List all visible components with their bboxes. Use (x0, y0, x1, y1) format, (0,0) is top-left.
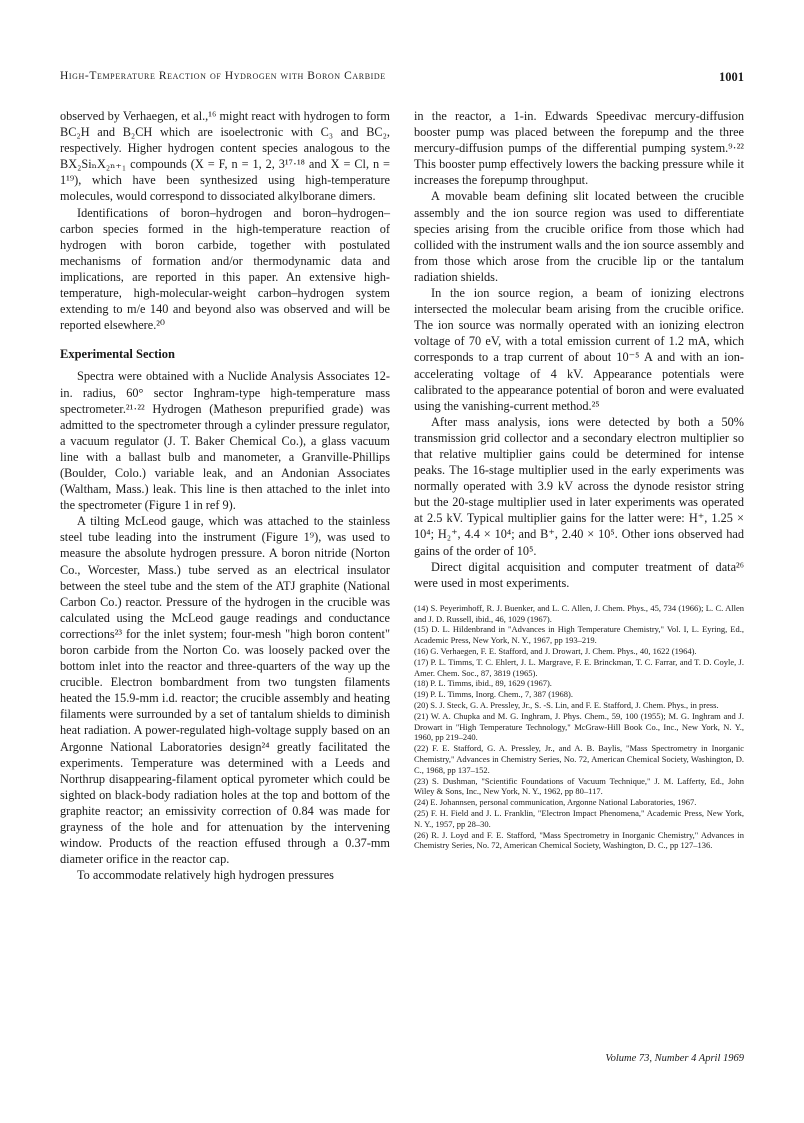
paragraph: observed by Verhaegen, et al.,¹⁶ might react with hydrogen to form BC₂H and B₂CH which are isoelectronic with C₃ and BC₂, respectively. Higher hydrogen content species analogous to the BX₂SiₙX₂ₙ₊₁ compounds (X = F, n = 1, 2, 3¹⁷·¹⁸ and X = Cl, n = 1¹⁹), which have been synthesized using high-temperature molecules, would correspond to dissociated alkylborane dimers. (60, 109, 390, 204)
paragraph: To accommodate relatively high hydrogen pressures (77, 868, 334, 883)
references-list (414, 603, 744, 851)
paragraph: In the ion source region, a beam of ionizing electrons intersected the molecular beam arising from the crucible orifice. The ion source was normally operated with an ionizing electron voltage of 70 eV, with a total emission current of 1.2 mA, which corresponds to a trap current of about 10⁻⁵ A and with an ion-accelerating voltage of 4 kV. Appearance potentials were calibrated to the appearance potential of boron and were evaluated using the vanishing-current method.²⁵ (414, 286, 744, 413)
reference-item: (14) S. Peyerimhoff, R. J. Buenker, and L. C. Allen, J. Chem. Phys., 45, 734 (1966); L. C. Allen and J. D. Russell, ibid., 46, 1029 (1967). (414, 602, 744, 624)
paragraph: in the reactor, a 1-in. Edwards Speedivac mercury-diffusion booster pump was placed between the forepump and the three mercury-diffusion pumps of the differential pumping system.⁹·²² This booster pump effectively lowers the backing pressure while it increases the forepump throughput. (414, 109, 744, 188)
reference-item: (16) G. Verhaegen, F. E. Stafford, and J. Drowart, J. Chem. Phys., 40, 1622 (1964). (414, 646, 697, 656)
page-header (60, 70, 744, 90)
reference-item: (22) F. E. Stafford, G. A. Pressley, Jr., and A. B. Baylis, "Mass Spectrometry in Inorganic Chemistry," Advances in Chemistry Series, No. 72, American Chemical Society, Washington, D. C., 1968, pp 137–152. (414, 743, 744, 775)
paragraph: A movable beam defining slit located between the crucible assembly and the ion source region was used to differentiate species arising from the crucible orifice from those which had collided with the instrument walls and the ion source assembly and from those which arose from the crucible lip or the tantalum radiation shields. (414, 189, 744, 284)
reference-item: (25) F. H. Field and J. L. Franklin, "Electron Impact Phenomena," Academic Press, New York, N. Y., 1957, pp 28–30. (414, 807, 744, 829)
reference-item: (19) P. L. Timms, Inorg. Chem., 7, 387 (1968). (414, 689, 573, 700)
paragraph: Direct digital acquisition and computer treatment of data²⁶ were used in most experiments. (414, 559, 744, 590)
left-column (60, 108, 390, 883)
reference-item: (15) D. L. Hildenbrand in "Advances in High Temperature Chemistry," Vol. I, L. Eyring, Ed., Academic Press, New York, N. Y., 1967, pp 193–219. (414, 624, 744, 646)
paragraph: Identifications of boron–hydrogen and boron–hydrogen–carbon species formed in the high-temperature reaction of hydrogen with boron carbide, together with postulated mechanisms of formation and/or thermodynamic data and implications, are reported in this paper. An extensive high-temperature, high-molecular-weight carbon–hydrogen system extending to m/e 140 and beyond also was observed and will be reported elsewhere.²⁰ (60, 205, 390, 333)
running-title: High-Temperature Reaction of Hydrogen with Boron Carbide (60, 70, 386, 82)
reference-item: (26) R. J. Loyd and F. E. Stafford, "Mass Spectrometry in Inorganic Chemistry," Advances in Chemistry Series, No. 72, American Chemical Society, Washington, D. C., pp 127–136. (414, 829, 744, 851)
reference-item: (21) W. A. Chupka and M. G. Inghram, J. Phys. Chem., 59, 100 (1955); M. G. Inghram and J. Drowart in "High Temperature Technology," McGraw-Hill Book Co., Inc., New York, N. Y., 1960, pp 219–240. (414, 710, 744, 743)
paragraph: After mass analysis, ions were detected by both a 50% transmission grid collector and a secondary electron multiplier so that relative multiplier gains could be determined for intense peaks. The 16-stage multiplier used in the early experiments was normally operated with 3.9 kV across the dynode resistor string but the 20-stage multiplier used in later experiments was operated at 2.5 kV. Typical multiplier gains for the latter were: H⁺, 1.25 × 10⁴; H₂⁺, 4.4 × 10⁴; and B⁺, 2.40 × 10⁵. Other ions observed had gains of the order of 10⁵. (414, 414, 744, 558)
page-number: 1001 (719, 70, 744, 84)
reference-item: (24) E. Johannsen, personal communication, Argonne National Laboratories, 1967. (414, 797, 697, 808)
paragraph: Spectra were obtained with a Nuclide Analysis Associates 12-in. radius, 60° sector Inghram-type high-temperature mass spectrometer.²¹·²² Hydrogen (Matheson prepurified grade) was admitted to the spectrometer through a cylinder pressure regulator, a vacuum regulator (J. T. Baker Chemical Co.), a glass vacuum line with a ballast bulb and manometer, a Granville-Phillips (Boulder, Colo.) variable leak, and an Andonian Associates (Waltham, Mass.) leak. This line is then attached to the inlet into the spectrometer (Figure 1 in ref 9). (60, 369, 390, 513)
reference-item: (18) P. L. Timms, ibid., 89, 1629 (1967). (414, 678, 552, 689)
reference-item: (20) S. J. Steck, G. A. Pressley, Jr., S. -S. Lin, and F. E. Stafford, J. Chem. Phys., in press. (414, 699, 719, 710)
journal-footer: Volume 73, Number 4 April 1969 (605, 1053, 744, 1064)
reference-item: (23) S. Dushman, "Scientific Foundations of Vacuum Technique," J. M. Lafferty, Ed., John Wiley & Sons, Inc., New York, N. Y., 1962, pp 80–117. (414, 775, 744, 797)
section-heading: Experimental Section (60, 347, 175, 362)
right-column (414, 108, 744, 851)
paragraph: A tilting McLeod gauge, which was attached to the stainless steel tube leading into the instrument (Figure 1⁹), was used to measure the absolute hydrogen pressure. A boron nitride (Norton Co., Worcester, Mass.) tube served as an electrical insulator between the steel tube and the stem of the ATJ graphite (National Carbon Co.) reactor. Pressure of the hydrogen in the crucible was calculated using the McLeod gauge readings and conductance corrections²³ for the inlet system; four-mesh "high boron content" boron carbide from the Norton Co. was loosely packed over the bottom inlet into the reactor and three-quarters of the way up the crucible. Electron bombardment from two tungsten filaments heated the 15.9-mm i.d. reactor; the crucible assembly and heating filaments were surrounded by a set of tantalum shields to diminish heat radiation. A power-regulated high-voltage supply based on an Argonne National Laboratories design²⁴ greatly facilitated the experiments. Temperature was determined with a Leeds and Northrup disappearing-filament optical pyrometer which could be sighted on black-body radiation holes at the top and bottom of the graphite reactor; an emissivity correction of 0.84 was made for grayness of the hole and for attenuation by the intervening window. Products of the reaction effused through a 0.37-mm diameter orifice in the reactor cap. (60, 514, 390, 867)
reference-item: (17) P. L. Timms, T. C. Ehlert, J. L. Margrave, F. E. Brinckman, T. C. Farrar, and T. D. Coyle, J. Amer. Chem. Soc., 87, 3819 (1965). (414, 656, 744, 678)
